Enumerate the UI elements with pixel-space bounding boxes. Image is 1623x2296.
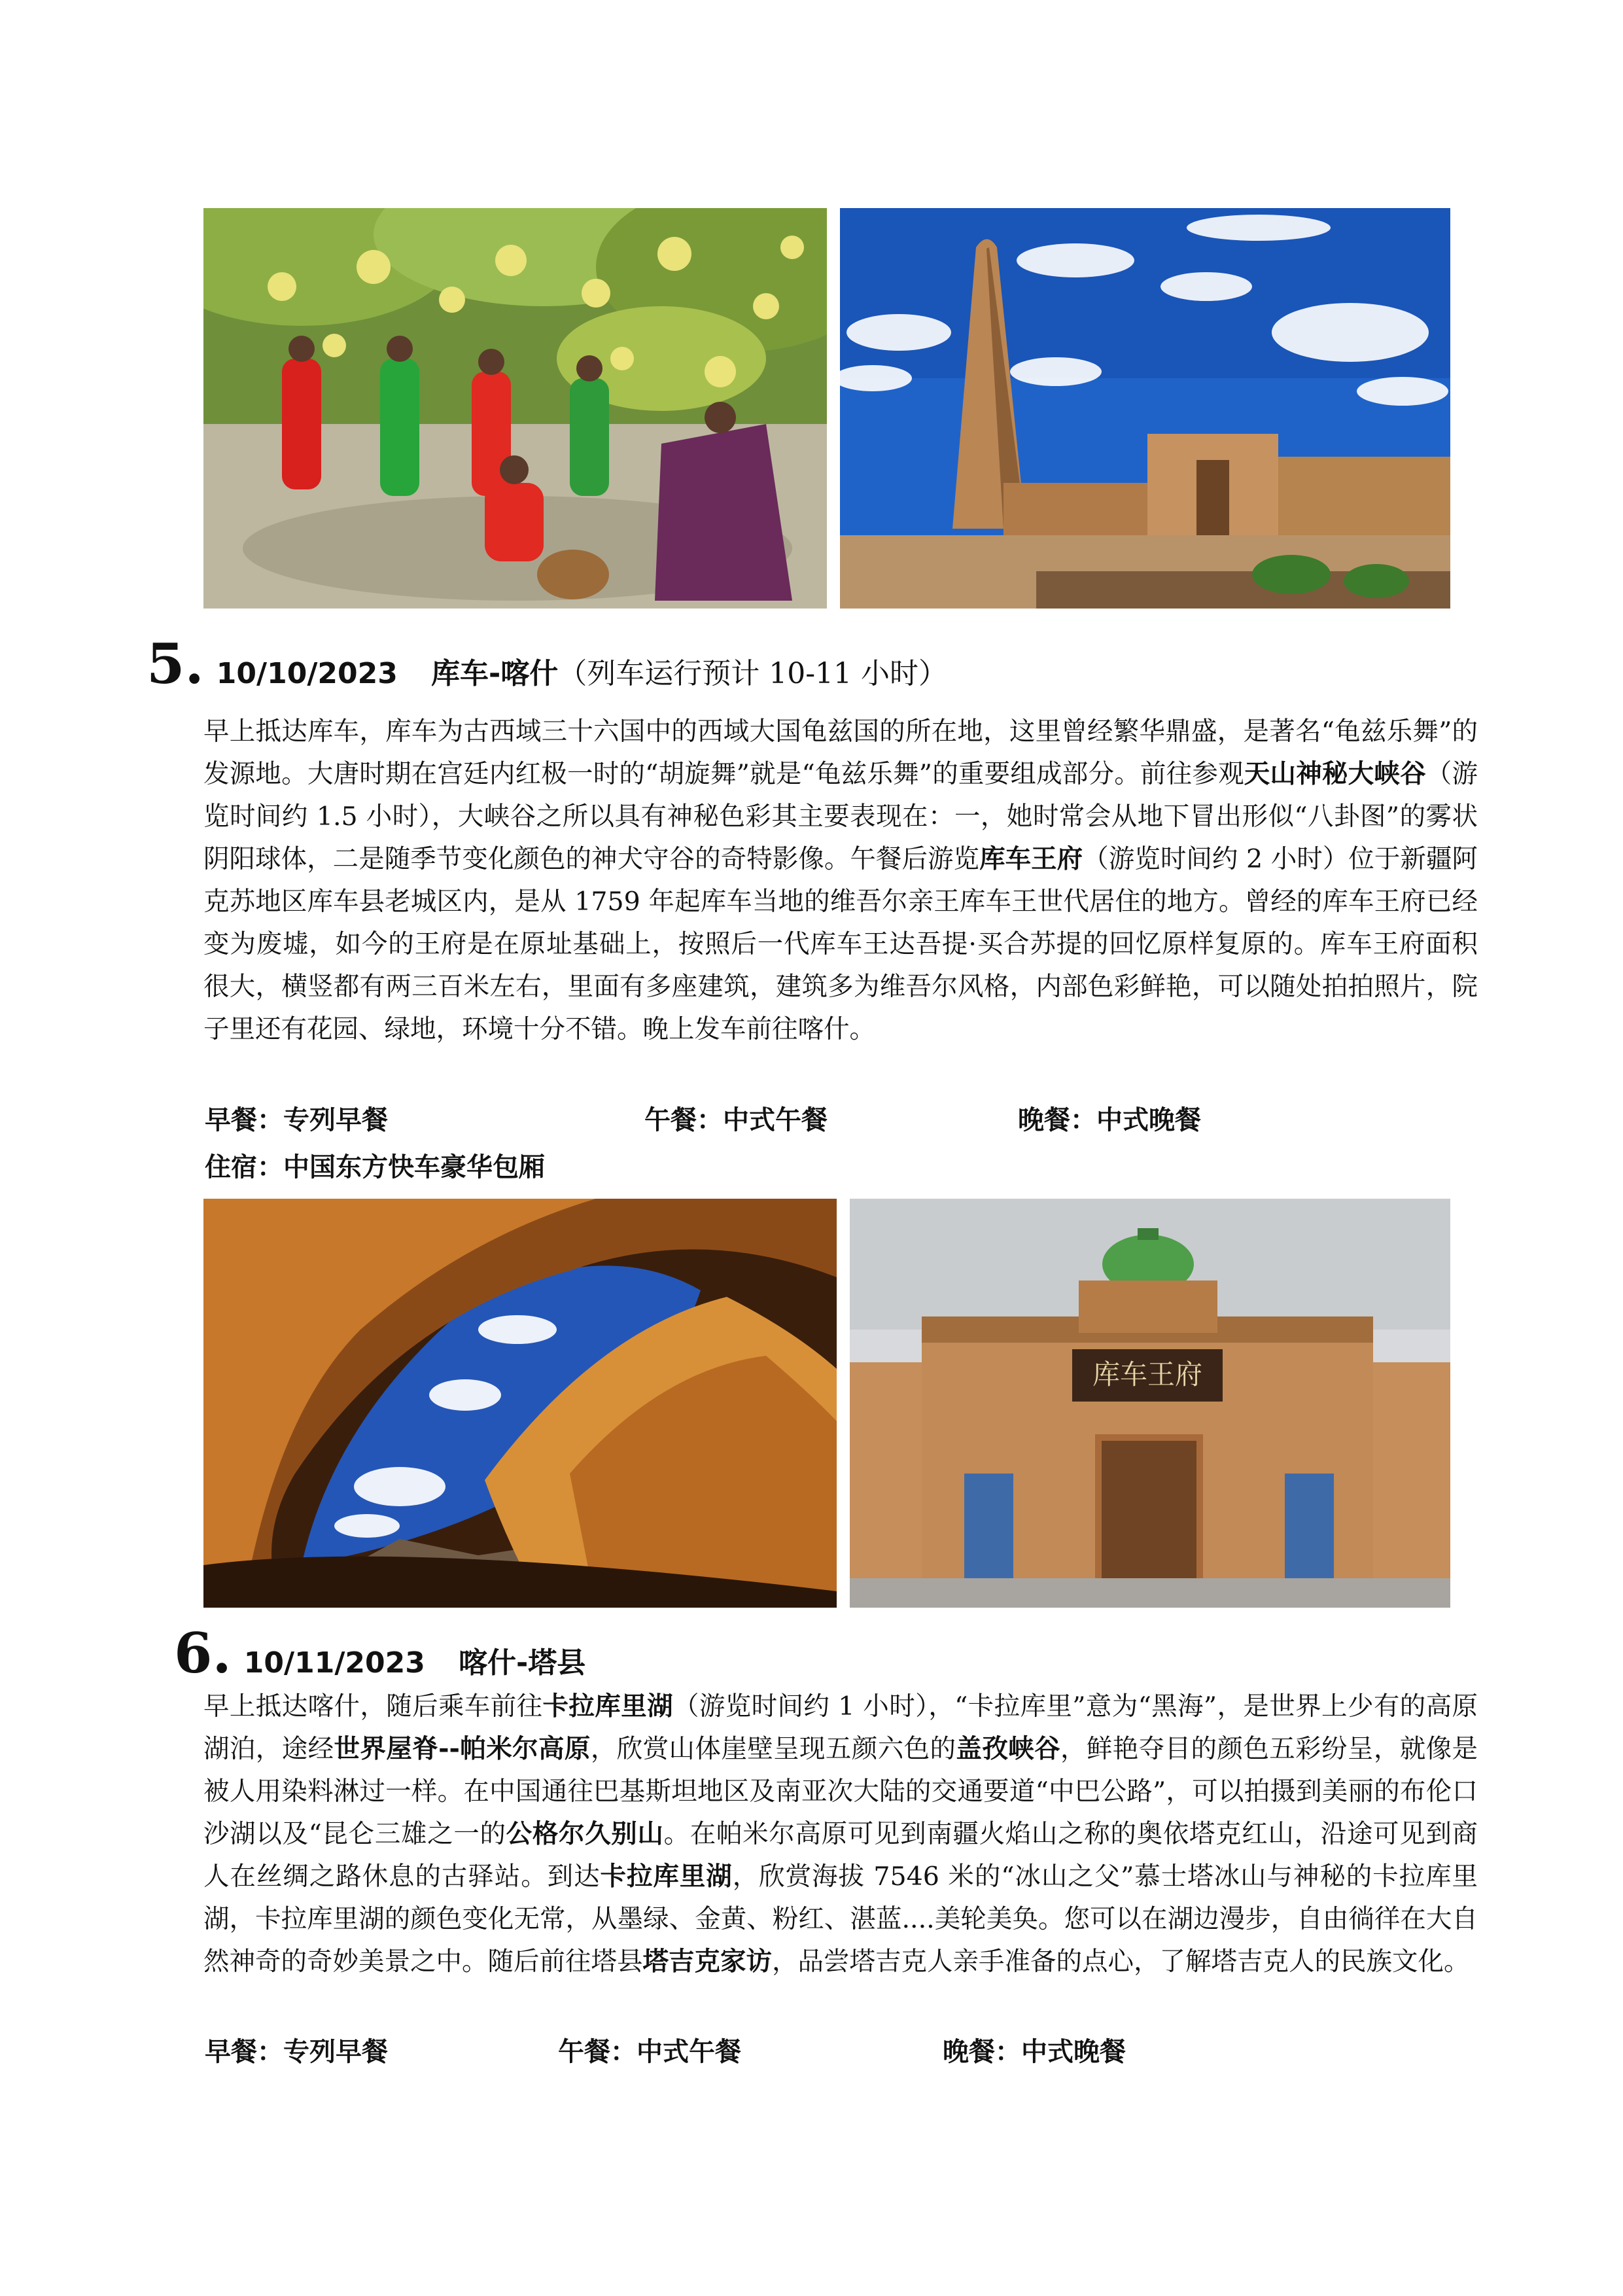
- day5-number: 5.: [147, 631, 204, 696]
- palace-sign-text: 库车王府: [1092, 1358, 1203, 1390]
- day6-breakfast: 早餐：专列早餐: [205, 2037, 388, 2067]
- grape-harvest-photo: [203, 208, 827, 609]
- karakul-lake-highlight-2: 卡拉库里湖: [600, 1862, 733, 1892]
- day6-date: 10/11/2023: [243, 1646, 425, 1680]
- kuqa-palace-highlight: 库车王府: [979, 844, 1083, 874]
- day5-lodging: 住宿：中国东方快车豪华包厢: [205, 1152, 545, 1182]
- day5-title: 库车-喀什: [430, 657, 559, 690]
- day5-lunch: 午餐：中式午餐: [644, 1105, 828, 1135]
- canyon-icon: [203, 1199, 837, 1608]
- day6-lunch: 午餐：中式午餐: [558, 2037, 741, 2067]
- day5-breakfast: 早餐：专列早餐: [205, 1105, 388, 1135]
- tajik-home-visit-highlight: 塔吉克家访: [642, 1947, 772, 1977]
- grape-harvest-icon: [203, 208, 827, 609]
- minaret-icon: [840, 208, 1450, 609]
- kuqa-palace-photo: [850, 1199, 1450, 1608]
- day6-heading: [174, 1621, 585, 1686]
- pamir-plateau-highlight: 世界屋脊--帕米尔高原: [334, 1734, 591, 1764]
- day5-description: 早上抵达库车，库车为古西域三十六国中的西域大国龟兹国的所在地，这里曾经繁华鼎盛，是著名“龟兹乐舞”的发源地。大唐时期在宫廷内红极一时的“胡旋舞”就是“龟兹乐舞”的重要组成部分。前往参观天山神秘大峡谷（游览时间约 1.5 小时），大峡谷之所以具有神秘色彩其主要表现在：一，她时常会从地下冒出形似“八卦图”的雾状阴阳球体，二是随季节变化颜色的神犬守谷的奇特影像。午餐后游览库车王府（游览时间约 2 小时）位于新疆阿克苏地区库车县老城区内，是从 1759 年起库车当地的维吾尔亲王库车王世代居住的地方。曾经的库车王府已经变为废墟，如今的王府是在原址基础上，按照后一代库车王达吾提·买合苏提的回忆原样复原的。库车王府面积很大，横竖都有两三百米左右，里面有多座建筑，建筑多为维吾尔风格，内部色彩鲜艳，可以随处拍拍照片，院子里还有花园、绿地，环境十分不错。晚上发车前往喀什。: [203, 716, 1478, 1044]
- kongur-mountain-highlight: 公格尔久别山: [506, 1819, 664, 1849]
- gaizi-canyon-highlight: 盖孜峡谷: [956, 1734, 1061, 1764]
- karakul-lake-highlight: 卡拉库里湖: [542, 1691, 673, 1722]
- day5-heading: [147, 631, 947, 696]
- day5-note: （列车运行预计 10-11 小时）: [558, 657, 948, 690]
- tianshan-canyon-highlight: 天山神秘大峡谷: [1244, 759, 1426, 789]
- emin-minaret-photo: [840, 208, 1450, 609]
- day5-date: 10/10/2023: [216, 657, 398, 690]
- day5-dinner: 晚餐：中式晚餐: [1018, 1105, 1201, 1135]
- canyon-cave-photo: [203, 1199, 837, 1608]
- day6-description: 早上抵达喀什，随后乘车前往卡拉库里湖（游览时间约 1 小时），“卡拉库里”意为“黑海”，是世界上少有的高原湖泊，途经世界屋脊--帕米尔高原，欣赏山体崖壁呈现五颜六色的盖孜峡谷，鲜艳夺目的颜色五彩纷呈，就像是被人用染料淋过一样。在中国通往巴基斯坦地区及南亚次大陆的交通要道“中巴公路”，可以拍摄到美丽的布伦口沙湖以及“昆仑三雄之一的公格尔久别山。在帕米尔高原可见到南疆火焰山之称的奥依塔克红山，沿途可见到商人在丝绸之路休息的古驿站。到达卡拉库里湖，欣赏海拔 7546 米的“冰山之父”慕士塔冰山与神秘的卡拉库里湖，卡拉库里湖的颜色变化无常，从墨绿、金黄、粉红、湛蓝....美轮美奂。您可以在湖边漫步，自由徜徉在大自然神奇的奇妙美景之中。随后前往塔县塔吉克家访，品尝塔吉克人亲手准备的点心，了解塔吉克人的民族文化。: [203, 1691, 1478, 1977]
- palace-gate-icon: [850, 1199, 1450, 1608]
- day6-title: 喀什-塔县: [458, 1646, 586, 1680]
- day6-dinner: 晚餐：中式晚餐: [943, 2037, 1126, 2067]
- day6-number: 6.: [174, 1621, 232, 1686]
